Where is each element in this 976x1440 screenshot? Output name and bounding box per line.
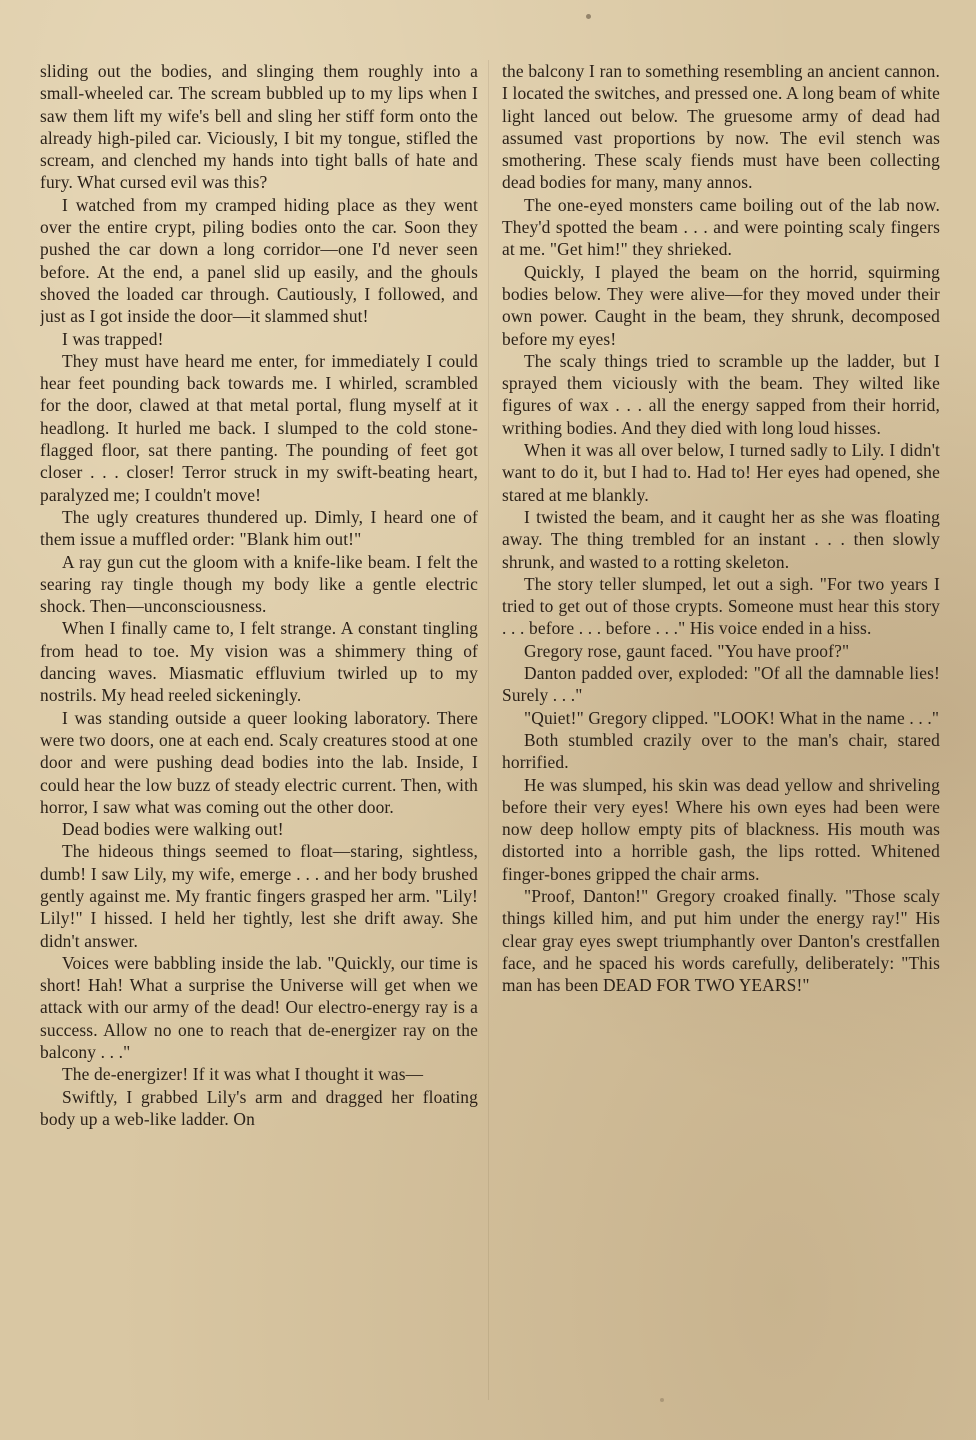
paragraph: sliding out the bodies, and slinging them roughly into a small-wheeled car. The scream bubbled up to my lips when I saw them lift my wife's bell and sling her stiff form onto the already high-piled car. Viciously, I bit my tongue, stifled the scream, and clenched my hands into tight balls of hate and fury. What cursed evil was this? — [40, 61, 478, 193]
paragraph: "Quiet!" Gregory clipped. "LOOK! What in the name . . ." — [524, 707, 940, 728]
paragraph: Dead bodies were walking out! — [62, 819, 284, 840]
paragraph: Swiftly, I grabbed Lily's arm and dragged her floating body up a web-like ladder. On — [40, 1086, 478, 1129]
paragraph: They must have heard me enter, for immediately I could hear feet pounding back towards me. I whirled, scrambled for the door, clawed at that metal portal, flung myself at it headlong. It hurled me back. I slumped to the cold stone-flagged floor, sat there panting. The pounding of feet got closer . . . closer! Terror struck in my swift-beating heart, paralyzed me; I couldn't move! — [40, 350, 478, 505]
paragraph: Quickly, I played the beam on the horrid, squirming bodies below. They were alive—for they moved under their own power. Caught in the beam, they shrunk, decomposed before my eyes! — [502, 261, 940, 349]
paragraph: A ray gun cut the gloom with a knife-like beam. I felt the searing ray tingle though my body like a gentle electric shock. Then—unconsciousness. — [40, 551, 478, 617]
paragraph: Both stumbled crazily over to the man's chair, stared horrified. — [502, 729, 940, 773]
paragraph: The hideous things seemed to float—staring, sightless, dumb! I saw Lily, my wife, emerge . . . and her body brushed gently against me. My frantic fingers grasped her arm. "Lily! Lily!" I hissed. I held her tightly, lest she drift away. She didn't answer. — [40, 841, 478, 951]
paragraph: The ugly creatures thundered up. Dimly, I heard one of them issue a muffled order: "Blank him out!" — [40, 506, 478, 550]
left-column — [40, 60, 478, 1410]
paragraph: Voices were babbling inside the lab. "Quickly, our time is short! Hah! What a surprise the Universe will get when we attack with our army of the dead! Our electro-energy ray is a success. Allow no one to reach that de-energizer ray on the balcony . . ." — [40, 952, 478, 1063]
paragraph: the balcony I ran to something resembling an ancient cannon. I located the switches, and pressed one. A long beam of white light lanced out below. The gruesome army of dead had assumed vast proportions by now. The evil stench was smothering. These scaly fiends must have been collecting dead bodies for many, many annos. — [502, 61, 940, 193]
paragraph: When I finally came to, I felt strange. A constant tingling from head to toe. My vision was a shimmery thing of dancing waves. Miasmatic effluvium twirled up to my nostrils. My head reeled sickeningly. — [40, 618, 478, 706]
ink-speck — [586, 14, 591, 19]
paragraph: The de-energizer! If it was what I thought it was— — [62, 1064, 424, 1085]
paragraph: "Proof, Danton!" Gregory croaked finally. "Those scaly things killed him, and put him under the energy ray!" His clear gray eyes swept triumphantly over Danton's crestfallen face, and he spaced his words carefully, deliberately: "This man has been DEAD FOR TWO YEARS!" — [502, 885, 940, 996]
paragraph: I was standing outside a queer looking laboratory. There were two doors, one at each end. Scaly creatures stood at one door and were pushing dead bodies into the lab. Inside, I could hear the low buzz of steady electric current. Then, with horror, I saw what was coming out the other door. — [40, 707, 478, 817]
paragraph: The story teller slumped, let out a sigh. "For two years I tried to get out of those crypts. Someone must hear this story . . . before . . . before . . ." His voice ended in a hiss. — [502, 573, 940, 639]
paragraph: I watched from my cramped hiding place as they went over the entire crypt, piling bodies onto the car. Soon they pushed the car down a long corridor—one I'd never seen before. At the end, a panel slid up easily, and the ghouls shoved the loaded car through. Cautiously, I followed, and just as I got inside the door—it slammed shut! — [40, 194, 478, 327]
paragraph: When it was all over below, I turned sadly to Lily. I didn't want to do it, but I had to. Had to! Her eyes had opened, she stared at me blankly. — [502, 440, 940, 505]
paragraph: The one-eyed monsters came boiling out of the lab now. They'd spotted the beam . . . and were pointing scaly fingers at me. "Get him!" they shrieked. — [502, 194, 940, 260]
paragraph: I was trapped! — [62, 328, 164, 349]
right-column — [502, 60, 940, 1410]
paragraph: Gregory rose, gaunt faced. "You have proof?" — [524, 640, 850, 661]
paragraph: The scaly things tried to scramble up the ladder, but I sprayed them viciously with the beam. They wilted like figures of wax . . . all the energy sapped from their horrid, writhing bodies. And they died with long loud hisses. — [502, 350, 940, 438]
paragraph: Danton padded over, exploded: "Of all the damnable lies! Surely . . ." — [502, 663, 940, 706]
paragraph: He was slumped, his skin was dead yellow and shriveling before their very eyes! Where his own eyes had been were now deep hollow empty pits of blackness. His mouth was distorted into a horrible gash, the lips rotted. Whitened finger-bones gripped the chair arms. — [502, 774, 940, 884]
paragraph: I twisted the beam, and it caught her as she was floating away. The thing trembled for an instant . . . then slowly shrunk, and wasted to a rotting skeleton. — [502, 506, 940, 572]
page-body — [40, 60, 940, 1410]
